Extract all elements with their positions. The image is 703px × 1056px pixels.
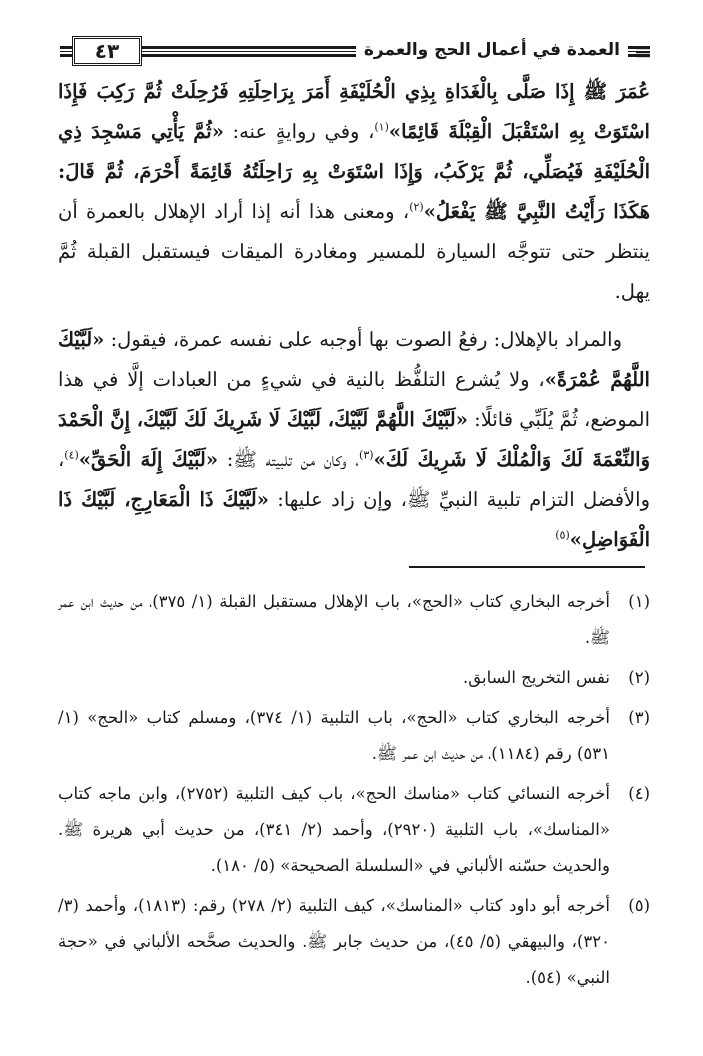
footnote-text: أخرجه البخاري كتاب «الحج»، باب التلبية (١/ ٣٧٤)، ومسلم كتاب «الحج» (١/ ٥٣١) رقم (١١٨٤)، من حديث ابن عمر ﷺ. bbox=[58, 708, 610, 763]
footnote-number: (٢) bbox=[628, 668, 650, 687]
header-left-bars bbox=[60, 46, 72, 60]
hadith-quote: «ثُمَّ يَأْتِي مَسْجِدَ ذِي الْحُلَيْفَةِ فَيُصَلِّي، ثُمَّ يَرْكَبُ، وَإِذَا اسْتَوَتْ بِهِ رَاحِلَتُهُ قَائِمَةً أَحْرَمَ، ثُمَّ قَالَ: هَكَذَا رَأَيْتُ النَّبِيَّ ﷺ يَفْعَلُ» bbox=[58, 120, 650, 223]
running-header bbox=[60, 34, 650, 68]
footnote-text: أخرجه البخاري كتاب «الحج»، باب الإهلال مستقبل القبلة (١/ ٣٧٥)، من حديث ابن عمر ﷺ. bbox=[58, 592, 610, 647]
body-text: ، ومعنى هذا أنه إذا أراد الإهلال بالعمرة أن ينتظر حتى تتوجَّه السيارة للمسير ومغادرة الميقات فيستقبل القبلة ثُمَّ يهل. bbox=[58, 200, 650, 303]
footnote-divider bbox=[409, 566, 645, 568]
footnote-item bbox=[58, 584, 650, 656]
body-text: ، وفي روايةٍ عنه: bbox=[223, 120, 375, 143]
body-text: ، ولا يُشرع التلفُّظ بالنية في شيءٍ من العبادات إلَّا في هذا الموضع، ثُمَّ يُلَبِّي قائلًا: bbox=[58, 368, 650, 431]
main-text bbox=[58, 72, 650, 560]
footnotes bbox=[58, 584, 650, 1000]
footnote-item bbox=[58, 888, 650, 996]
paragraph-2 bbox=[58, 320, 650, 560]
footnote-item bbox=[58, 700, 650, 772]
footnote-ref[interactable]: (٤) bbox=[64, 448, 79, 462]
footnote-item bbox=[58, 660, 650, 696]
footnote-item bbox=[58, 776, 650, 884]
footnote-number: (٣) bbox=[628, 708, 650, 727]
body-text: ، وكان من تلبيته ﷺ: bbox=[218, 448, 360, 471]
talbiyah-quote: «لَبَّيْكَ اللَّهُمَّ لَبَّيْكَ، لَبَّيْكَ لَا شَرِيكَ لَكَ لَبَّيْكَ، إِنَّ الْحَمْدَ وَالنِّعْمَةَ لَكَ وَالْمُلْكَ لَا شَرِيكَ لَكَ» bbox=[58, 408, 650, 471]
footnote-ref[interactable]: (٥) bbox=[555, 528, 570, 542]
footnote-number: (٤) bbox=[628, 784, 650, 803]
hadith-quote: عُمَرَ ﷺ إِذَا صَلَّى بِالْغَدَاةِ بِذِي الْحُلَيْفَةِ أَمَرَ بِرَاحِلَتِهِ فَرُحِلَتْ ثُمَّ رَكِبَ فَإِذَا اسْتَوَتْ بِهِ اسْتَقْبَلَ الْقِبْلَةَ قَائِمًا» bbox=[58, 80, 650, 143]
talbiyah-quote: «لَبَّيْكَ اللَّهُمَّ عُمْرَةً» bbox=[58, 328, 650, 391]
footnote-ref[interactable]: (٢) bbox=[409, 200, 424, 214]
footnote-ref[interactable]: (٣) bbox=[359, 448, 374, 462]
talbiyah-quote: «لَبَّيْكَ ذَا الْمَعَارِجِ، لَبَّيْكَ ذَا الْفَوَاضِلِ» bbox=[58, 488, 650, 551]
footnote-text: نفس التخريج السابق. bbox=[462, 668, 610, 687]
body-text: ، والأفضل التزام تلبية النبيِّ ﷺ، وإن زاد عليها: bbox=[58, 448, 650, 511]
talbiyah-quote: «لَبَّيْكَ إِلَهَ الْحَقِّ» bbox=[78, 448, 219, 471]
body-text: والمراد بالإهلال: رفعُ الصوت بها أوجبه على نفسه عمرة، فيقول: bbox=[104, 328, 622, 351]
footnote-number: (١) bbox=[628, 592, 650, 611]
paragraph-1 bbox=[58, 72, 650, 312]
header-lines-icon bbox=[636, 44, 650, 58]
footnote-text: أخرجه أبو داود كتاب «المناسك»، كيف التلبية (٢/ ٢٧٨) رقم: (١٨١٣)، وأحمد (٣/ ٣٢٠)، والبيهقي (٥/ ٤٥)، من حديث جابر ﷺ. والحديث صحَّحه الألباني في «حجة النبي» (٥٤). bbox=[58, 896, 610, 987]
header-title: العمدة في أعمال الحج والعمرة bbox=[356, 36, 628, 64]
footnote-ref[interactable]: (١) bbox=[374, 120, 389, 134]
footnote-number: (٥) bbox=[628, 896, 650, 915]
page-number: ٤٣ bbox=[72, 36, 142, 66]
footnote-text: أخرجه النسائي كتاب «مناسك الحج»، باب كيف التلبية (٢٧٥٢)، وابن ماجه كتاب «المناسك»، باب التلبية (٢٩٢٠)، وأحمد (٢/ ٣٤١)، من حديث أبي هريرة ﷺ. والحديث حسّنه الألباني في «السلسلة الصحيحة» (٥/ ١٨٠). bbox=[58, 784, 610, 875]
